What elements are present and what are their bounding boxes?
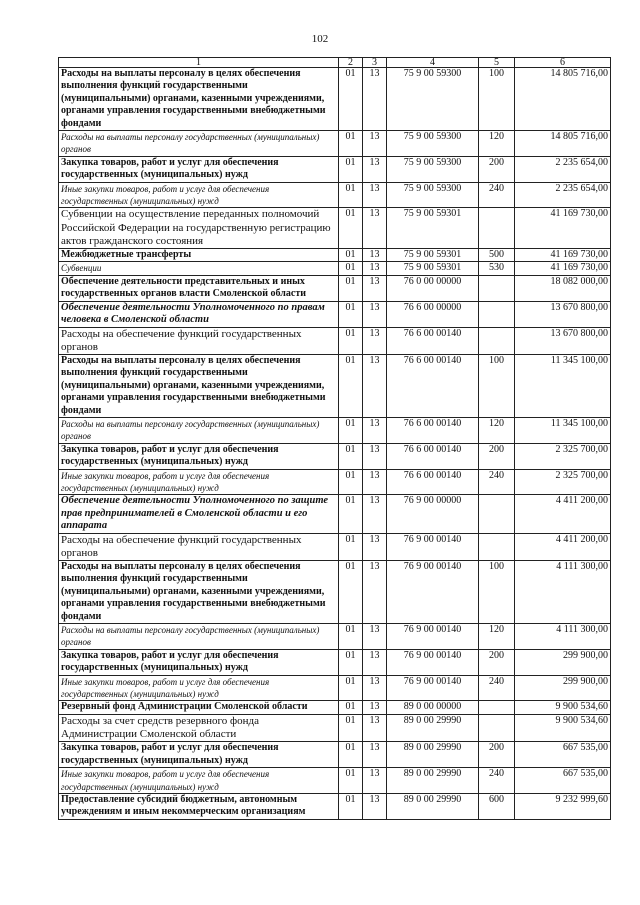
row-amount-cell: 41 169 730,00 bbox=[515, 262, 611, 275]
row-section-cell: 01 bbox=[339, 768, 363, 794]
table-row bbox=[59, 208, 611, 249]
row-subsection-cell: 13 bbox=[363, 701, 387, 714]
table-row bbox=[59, 793, 611, 819]
row-amount-cell: 14 805 716,00 bbox=[515, 68, 611, 131]
row-subsection-cell: 13 bbox=[363, 354, 387, 417]
row-target-article-cell: 76 0 00 00000 bbox=[387, 275, 479, 301]
table-row bbox=[59, 182, 611, 208]
row-expense-type-cell: 200 bbox=[479, 649, 515, 675]
row-amount-cell: 4 411 200,00 bbox=[515, 495, 611, 533]
row-subsection-cell: 13 bbox=[363, 301, 387, 327]
row-section-cell: 01 bbox=[339, 701, 363, 714]
row-name-cell: Расходы на выплаты персоналу в целях обеспечения выполнения функций государственными (муниципальными) органами, казенными учреждениями, органами управления государственными внебюджетными фондами bbox=[59, 354, 339, 417]
table-row bbox=[59, 495, 611, 533]
row-section-cell: 01 bbox=[339, 156, 363, 182]
row-amount-cell: 2 325 700,00 bbox=[515, 469, 611, 495]
row-name-cell: Расходы на обеспечение функций государственных органов bbox=[59, 327, 339, 354]
row-target-article-cell: 75 9 00 59300 bbox=[387, 156, 479, 182]
row-name-cell: Расходы на выплаты персоналу в целях обеспечения выполнения функций государственными (муниципальными) органами, казенными учреждениями, органами управления государственными внебюджетными фондами bbox=[59, 68, 339, 131]
table-body bbox=[59, 68, 611, 820]
row-amount-cell: 299 900,00 bbox=[515, 675, 611, 701]
row-name-cell: Расходы за счет средств резервного фонда Администрации Смоленской области bbox=[59, 714, 339, 741]
row-amount-cell: 11 345 100,00 bbox=[515, 354, 611, 417]
row-section-cell: 01 bbox=[339, 495, 363, 533]
row-name-cell: Закупка товаров, работ и услуг для обеспечения государственных (муниципальных) нужд bbox=[59, 156, 339, 182]
row-target-article-cell: 76 9 00 00140 bbox=[387, 675, 479, 701]
row-section-cell: 01 bbox=[339, 327, 363, 354]
row-subsection-cell: 13 bbox=[363, 714, 387, 741]
row-name-cell: Расходы на выплаты персоналу в целях обеспечения выполнения функций государственными (муниципальными) органами, казенными учреждениями, органами управления государственными внебюджетными фондами bbox=[59, 561, 339, 624]
row-name-cell: Расходы на выплаты персоналу государственных (муниципальных) органов bbox=[59, 131, 339, 157]
row-subsection-cell: 13 bbox=[363, 68, 387, 131]
row-expense-type-cell: 200 bbox=[479, 742, 515, 768]
row-expense-type-cell bbox=[479, 495, 515, 533]
table-header-row bbox=[59, 58, 611, 68]
row-amount-cell: 4 111 300,00 bbox=[515, 624, 611, 650]
row-section-cell: 01 bbox=[339, 649, 363, 675]
row-name-cell: Иные закупки товаров, работ и услуг для обеспечения государственных (муниципальных) нужд bbox=[59, 768, 339, 794]
row-target-article-cell: 75 9 00 59301 bbox=[387, 262, 479, 275]
row-expense-type-cell: 500 bbox=[479, 249, 515, 262]
row-amount-cell: 41 169 730,00 bbox=[515, 249, 611, 262]
row-amount-cell: 11 345 100,00 bbox=[515, 417, 611, 443]
row-section-cell: 01 bbox=[339, 624, 363, 650]
row-target-article-cell: 75 9 00 59300 bbox=[387, 68, 479, 131]
row-subsection-cell: 13 bbox=[363, 275, 387, 301]
row-amount-cell: 4 111 300,00 bbox=[515, 561, 611, 624]
row-subsection-cell: 13 bbox=[363, 417, 387, 443]
table-row bbox=[59, 275, 611, 301]
row-section-cell: 01 bbox=[339, 301, 363, 327]
row-expense-type-cell: 530 bbox=[479, 262, 515, 275]
row-subsection-cell: 13 bbox=[363, 533, 387, 560]
row-expense-type-cell: 240 bbox=[479, 182, 515, 208]
row-target-article-cell: 89 0 00 29990 bbox=[387, 742, 479, 768]
row-subsection-cell: 13 bbox=[363, 624, 387, 650]
table-row bbox=[59, 742, 611, 768]
table-row bbox=[59, 533, 611, 560]
row-target-article-cell: 75 9 00 59301 bbox=[387, 208, 479, 249]
header-col-4: 4 bbox=[387, 58, 479, 68]
row-subsection-cell: 13 bbox=[363, 208, 387, 249]
table-row bbox=[59, 675, 611, 701]
row-target-article-cell: 76 6 00 00140 bbox=[387, 354, 479, 417]
row-target-article-cell: 76 9 00 00140 bbox=[387, 533, 479, 560]
row-amount-cell: 41 169 730,00 bbox=[515, 208, 611, 249]
table-row bbox=[59, 68, 611, 131]
row-name-cell: Расходы на выплаты персоналу государственных (муниципальных) органов bbox=[59, 417, 339, 443]
row-expense-type-cell: 100 bbox=[479, 68, 515, 131]
row-expense-type-cell: 100 bbox=[479, 354, 515, 417]
row-name-cell: Иные закупки товаров, работ и услуг для обеспечения государственных (муниципальных) нужд bbox=[59, 469, 339, 495]
row-section-cell: 01 bbox=[339, 68, 363, 131]
row-amount-cell: 4 411 200,00 bbox=[515, 533, 611, 560]
row-subsection-cell: 13 bbox=[363, 182, 387, 208]
row-expense-type-cell: 120 bbox=[479, 131, 515, 157]
row-section-cell: 01 bbox=[339, 742, 363, 768]
row-expense-type-cell: 200 bbox=[479, 156, 515, 182]
row-amount-cell: 2 325 700,00 bbox=[515, 443, 611, 469]
row-target-article-cell: 76 6 00 00140 bbox=[387, 443, 479, 469]
row-name-cell: Закупка товаров, работ и услуг для обеспечения государственных (муниципальных) нужд bbox=[59, 649, 339, 675]
row-name-cell: Иные закупки товаров, работ и услуг для обеспечения государственных (муниципальных) нужд bbox=[59, 675, 339, 701]
row-subsection-cell: 13 bbox=[363, 469, 387, 495]
row-expense-type-cell: 200 bbox=[479, 443, 515, 469]
table-row bbox=[59, 156, 611, 182]
header-col-3: 3 bbox=[363, 58, 387, 68]
row-section-cell: 01 bbox=[339, 131, 363, 157]
row-target-article-cell: 76 9 00 00140 bbox=[387, 624, 479, 650]
row-expense-type-cell bbox=[479, 275, 515, 301]
row-name-cell: Обеспечение деятельности представительных и иных государственных органов власти Смоленской области bbox=[59, 275, 339, 301]
header-col-6: 6 bbox=[515, 58, 611, 68]
row-target-article-cell: 89 0 00 29990 bbox=[387, 768, 479, 794]
row-subsection-cell: 13 bbox=[363, 649, 387, 675]
row-target-article-cell: 76 6 00 00140 bbox=[387, 417, 479, 443]
row-name-cell: Предоставление субсидий бюджетным, автономным учреждениям и иным некоммерческим организациям bbox=[59, 793, 339, 819]
row-subsection-cell: 13 bbox=[363, 675, 387, 701]
row-name-cell: Иные закупки товаров, работ и услуг для обеспечения государственных (муниципальных) нужд bbox=[59, 182, 339, 208]
row-target-article-cell: 75 9 00 59300 bbox=[387, 131, 479, 157]
row-expense-type-cell bbox=[479, 701, 515, 714]
row-name-cell: Субвенции bbox=[59, 262, 339, 275]
header-col-5: 5 bbox=[479, 58, 515, 68]
row-subsection-cell: 13 bbox=[363, 768, 387, 794]
row-expense-type-cell: 600 bbox=[479, 793, 515, 819]
row-amount-cell: 9 900 534,60 bbox=[515, 701, 611, 714]
row-target-article-cell: 76 6 00 00140 bbox=[387, 327, 479, 354]
table-row bbox=[59, 469, 611, 495]
row-subsection-cell: 13 bbox=[363, 495, 387, 533]
row-section-cell: 01 bbox=[339, 675, 363, 701]
row-subsection-cell: 13 bbox=[363, 793, 387, 819]
table-row bbox=[59, 417, 611, 443]
row-amount-cell: 2 235 654,00 bbox=[515, 156, 611, 182]
row-section-cell: 01 bbox=[339, 417, 363, 443]
row-section-cell: 01 bbox=[339, 793, 363, 819]
table-row bbox=[59, 714, 611, 741]
row-subsection-cell: 13 bbox=[363, 131, 387, 157]
table-row bbox=[59, 327, 611, 354]
table-row bbox=[59, 624, 611, 650]
row-section-cell: 01 bbox=[339, 182, 363, 208]
row-name-cell: Расходы на обеспечение функций государственных органов bbox=[59, 533, 339, 560]
row-subsection-cell: 13 bbox=[363, 262, 387, 275]
row-amount-cell: 299 900,00 bbox=[515, 649, 611, 675]
row-expense-type-cell: 240 bbox=[479, 675, 515, 701]
row-section-cell: 01 bbox=[339, 262, 363, 275]
row-expense-type-cell bbox=[479, 327, 515, 354]
row-expense-type-cell bbox=[479, 301, 515, 327]
row-target-article-cell: 89 0 00 29990 bbox=[387, 793, 479, 819]
table-row bbox=[59, 701, 611, 714]
row-name-cell: Закупка товаров, работ и услуг для обеспечения государственных (муниципальных) нужд bbox=[59, 742, 339, 768]
row-amount-cell: 13 670 800,00 bbox=[515, 327, 611, 354]
row-amount-cell: 9 232 999,60 bbox=[515, 793, 611, 819]
row-section-cell: 01 bbox=[339, 275, 363, 301]
row-amount-cell: 13 670 800,00 bbox=[515, 301, 611, 327]
row-name-cell: Расходы на выплаты персоналу государственных (муниципальных) органов bbox=[59, 624, 339, 650]
table-row bbox=[59, 768, 611, 794]
row-expense-type-cell: 100 bbox=[479, 561, 515, 624]
row-amount-cell: 667 535,00 bbox=[515, 768, 611, 794]
table-row bbox=[59, 354, 611, 417]
row-subsection-cell: 13 bbox=[363, 249, 387, 262]
row-name-cell: Межбюджетные трансферты bbox=[59, 249, 339, 262]
row-target-article-cell: 89 0 00 00000 bbox=[387, 701, 479, 714]
row-expense-type-cell: 120 bbox=[479, 417, 515, 443]
row-target-article-cell: 76 6 00 00140 bbox=[387, 469, 479, 495]
row-target-article-cell: 76 9 00 00140 bbox=[387, 649, 479, 675]
table-row bbox=[59, 262, 611, 275]
row-section-cell: 01 bbox=[339, 714, 363, 741]
row-expense-type-cell bbox=[479, 533, 515, 560]
budget-table bbox=[58, 57, 611, 820]
row-target-article-cell: 76 9 00 00000 bbox=[387, 495, 479, 533]
row-amount-cell: 9 900 534,60 bbox=[515, 714, 611, 741]
row-amount-cell: 14 805 716,00 bbox=[515, 131, 611, 157]
page-number: 102 bbox=[311, 33, 329, 45]
row-name-cell: Обеспечение деятельности Уполномоченного по защите прав предпринимателей в Смоленской области и его аппарата bbox=[59, 495, 339, 533]
row-expense-type-cell bbox=[479, 714, 515, 741]
table-row bbox=[59, 443, 611, 469]
table-row bbox=[59, 131, 611, 157]
row-target-article-cell: 89 0 00 29990 bbox=[387, 714, 479, 741]
table-row bbox=[59, 249, 611, 262]
row-section-cell: 01 bbox=[339, 443, 363, 469]
header-col-2: 2 bbox=[339, 58, 363, 68]
row-target-article-cell: 76 6 00 00000 bbox=[387, 301, 479, 327]
header-col-1: 1 bbox=[59, 58, 339, 68]
row-section-cell: 01 bbox=[339, 469, 363, 495]
row-subsection-cell: 13 bbox=[363, 327, 387, 354]
row-subsection-cell: 13 bbox=[363, 561, 387, 624]
row-name-cell: Обеспечение деятельности Уполномоченного по правам человека в Смоленской области bbox=[59, 301, 339, 327]
row-target-article-cell: 75 9 00 59300 bbox=[387, 182, 479, 208]
row-target-article-cell: 75 9 00 59301 bbox=[387, 249, 479, 262]
row-subsection-cell: 13 bbox=[363, 156, 387, 182]
row-name-cell: Субвенции на осуществление переданных полномочий Российской Федерации на государственную регистрацию актов гражданского состояния bbox=[59, 208, 339, 249]
row-amount-cell: 667 535,00 bbox=[515, 742, 611, 768]
row-subsection-cell: 13 bbox=[363, 443, 387, 469]
row-expense-type-cell: 240 bbox=[479, 768, 515, 794]
row-amount-cell: 2 235 654,00 bbox=[515, 182, 611, 208]
table-row bbox=[59, 649, 611, 675]
row-expense-type-cell: 240 bbox=[479, 469, 515, 495]
row-section-cell: 01 bbox=[339, 249, 363, 262]
row-target-article-cell: 76 9 00 00140 bbox=[387, 561, 479, 624]
row-section-cell: 01 bbox=[339, 208, 363, 249]
row-subsection-cell: 13 bbox=[363, 742, 387, 768]
row-amount-cell: 18 082 000,00 bbox=[515, 275, 611, 301]
table-row bbox=[59, 301, 611, 327]
row-section-cell: 01 bbox=[339, 533, 363, 560]
table-row bbox=[59, 561, 611, 624]
row-section-cell: 01 bbox=[339, 561, 363, 624]
row-section-cell: 01 bbox=[339, 354, 363, 417]
row-name-cell: Резервный фонд Администрации Смоленской области bbox=[59, 701, 339, 714]
row-expense-type-cell: 120 bbox=[479, 624, 515, 650]
row-expense-type-cell bbox=[479, 208, 515, 249]
row-name-cell: Закупка товаров, работ и услуг для обеспечения государственных (муниципальных) нужд bbox=[59, 443, 339, 469]
